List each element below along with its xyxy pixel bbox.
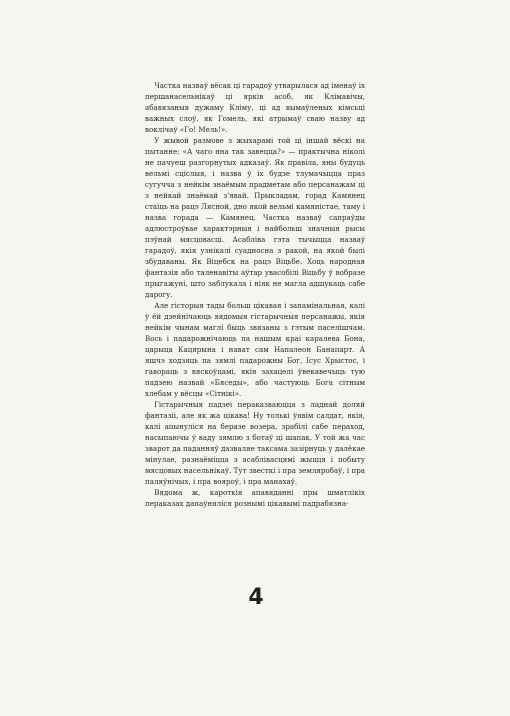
paragraph: У жывой размове з жыхарамі той ці іншай вёскі на пытанне: «А чаго яна так завецца?» — практычна ніколі не пачуеш разгорнутых адказаў. Як правіла, яны будуць вельмі сціслыя, і назва ў іх будзе тлумачыцца праз сугучча з нейкім знаёмым прадметам або персанажам ці з нейкай знаёмай з'явай. Прыкладам, горад Камянец стаіць на рацэ Лясной, дно якой вельмі камяністае, таму і назва горада — Камянец. Частка назваў сапраўды адлюстроўвае характэрныя і найбольш значныя рысы пэўнай мясцовасці. Асабліва гэта тычыцца назваў гарадоў, якія узнікалі суадносна з ракой, на якой былі збудаваны. Як Віцебск на рацэ Віцьбе. Хоць народная фантазія або таленавіты аўтар увасобілі Віцьбу ў вобразе прыгажуні, што заблукала і ніяк не магла адшукаць сабе дарогу. [145,136,365,299]
paragraph: Але гісторыя тады больш цікавая і запамінальная, калі ў ёй дзейнічаюць вядомыя гістарычныя персанажы, якія нейкім чынам маглі быць звязаны з гэтым паселішчам. Вось і падарожнічаюць па нашым краі каралева Бона, царыца Кацярына і нават сам Напалеон Банапарт. А яшчэ ходзяць па зямлі падарожны Бог, Ісус Хрыстос, і гавораць з вяскоўцамі, якія захацелі ўвекавечыць тую падзею назвай «Бяседы», або частуюць Бога сітным хлебам у вёсцы «Сітнікі». [145,301,365,398]
paragraph: Частка назваў вёсак ці гарадоў утварылася ад іменаў іх першанасельнікаў ці ярків асоб, як Клімавічы, абавязаныя дужаму Кліму, ці ад вымаўленых кімсьці важных слоў, як Гомель, які атрымаў сваю назву ад воклічаў «Го! Мель!». [145,81,365,134]
paragraph: Гістарычныя падзеі пераказваюцца з ладнай доляй фантазіі, але як жа цікава! Ну толькі ўявім салдат, якія, калі апынуліся на беразе возера, зрабілі сабе пераход, насыпаючы ў ваду зямлю з ботаў ці шапак. У той жа час зварот да паданняў дазваляе таксама зазірнуць у далёкае мінулае, разнаёміцца з асаблівасцямі жыцця і побыту мясцовых насельнікаў. Тут звесткі і пра земляробаў, і пра паляўнічых, і пра вояроў, і пра манахаў. [145,400,365,486]
body-text [145,80,365,509]
paragraph: Вядома ж, кароткія апавяданні пры шматлікіх пераказах дапаўняліся рознымі цікавымі падрабязна- [145,488,365,508]
page-number: 4 [248,585,264,610]
